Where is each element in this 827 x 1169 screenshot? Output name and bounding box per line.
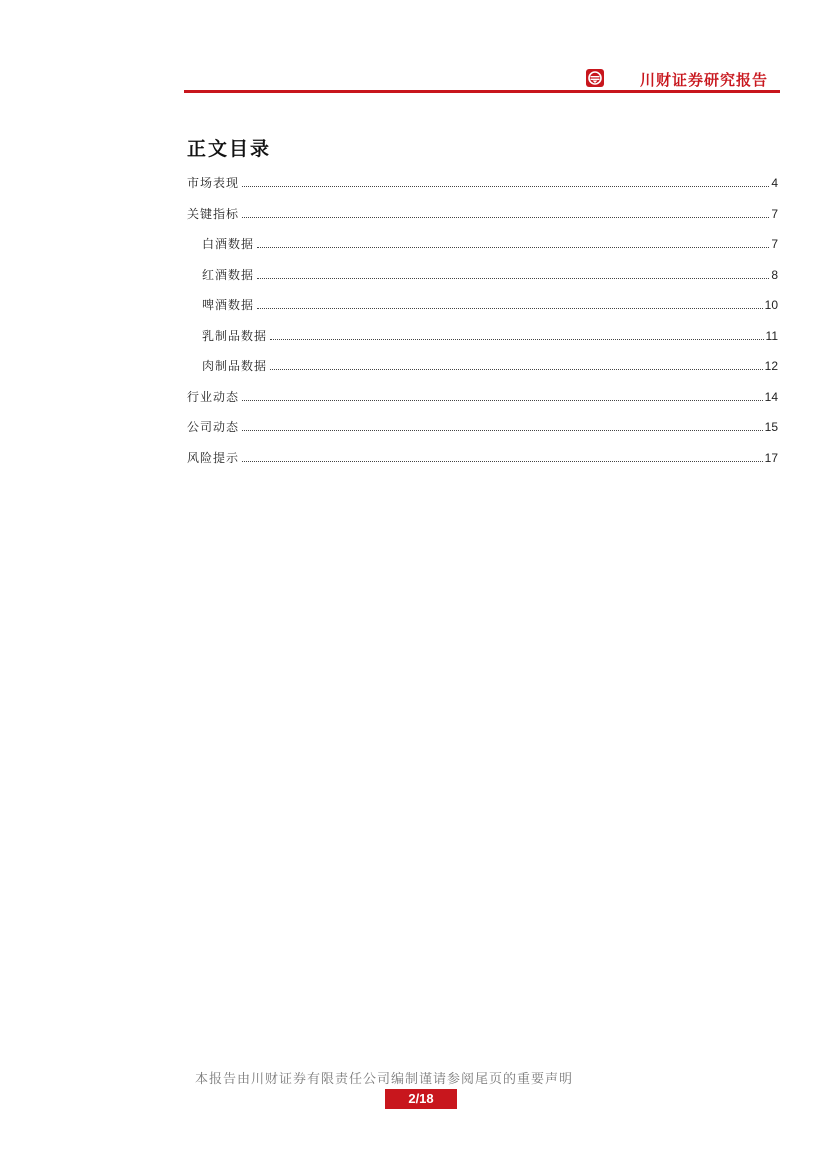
toc-title: 正文目录 — [187, 138, 272, 160]
toc-entry-page: 8 — [771, 268, 778, 282]
toc-entry-label: 乳制品数据 — [202, 329, 268, 343]
toc-entry-label: 啤酒数据 — [202, 298, 255, 312]
toc-entry[interactable] — [187, 383, 778, 405]
toc-entry-page: 4 — [771, 176, 778, 190]
page-number-badge: 2/18 — [385, 1089, 457, 1109]
toc-entry[interactable] — [187, 200, 778, 222]
page-header — [0, 0, 827, 100]
toc-entry-page: 12 — [764, 359, 778, 373]
toc-dot-leader — [257, 307, 763, 309]
toc-entry[interactable] — [187, 413, 778, 435]
toc-dot-leader — [242, 399, 763, 401]
toc-dot-leader — [257, 277, 769, 279]
header-divider — [184, 90, 780, 93]
toc-dot-leader — [242, 185, 769, 187]
toc-entry-page: 15 — [764, 420, 778, 434]
chuancai-securities-logo-icon — [586, 69, 604, 87]
toc-entry-label: 风险提示 — [187, 451, 240, 465]
toc-entry[interactable] — [202, 352, 778, 374]
toc-entry-label: 肉制品数据 — [202, 359, 268, 373]
toc-entry-page: 10 — [764, 298, 778, 312]
toc-entry-page: 7 — [771, 237, 778, 251]
toc-entry-label: 关键指标 — [187, 207, 240, 221]
toc-entry[interactable] — [202, 261, 778, 283]
toc-entry-page: 7 — [771, 207, 778, 221]
toc-entry-page: 14 — [764, 390, 778, 404]
toc-entry[interactable] — [187, 444, 778, 466]
toc-entry-label: 白酒数据 — [202, 237, 255, 251]
toc-dot-leader — [242, 216, 769, 218]
toc-dot-leader — [242, 429, 763, 431]
toc-dot-leader — [242, 460, 763, 462]
toc-entry[interactable] — [202, 230, 778, 252]
toc-dot-leader — [257, 246, 769, 248]
toc-entry[interactable] — [202, 291, 778, 313]
toc-entry-label: 公司动态 — [187, 420, 240, 434]
disclaimer-note: 本报告由川财证券有限责任公司编制谨请参阅尾页的重要声明 — [194, 1072, 573, 1087]
toc-entry-label: 行业动态 — [187, 390, 240, 404]
toc-entry-label: 红酒数据 — [202, 268, 255, 282]
brand-title: 川财证券研究报告 — [640, 71, 769, 89]
toc-entry-page: 17 — [764, 451, 778, 465]
toc-entry[interactable] — [187, 169, 778, 191]
toc-entry-page: 11 — [765, 329, 778, 343]
toc-dot-leader — [270, 368, 763, 370]
toc-dot-leader — [270, 338, 764, 340]
toc-entry-label: 市场表现 — [187, 176, 240, 190]
toc-entry[interactable] — [202, 322, 778, 344]
